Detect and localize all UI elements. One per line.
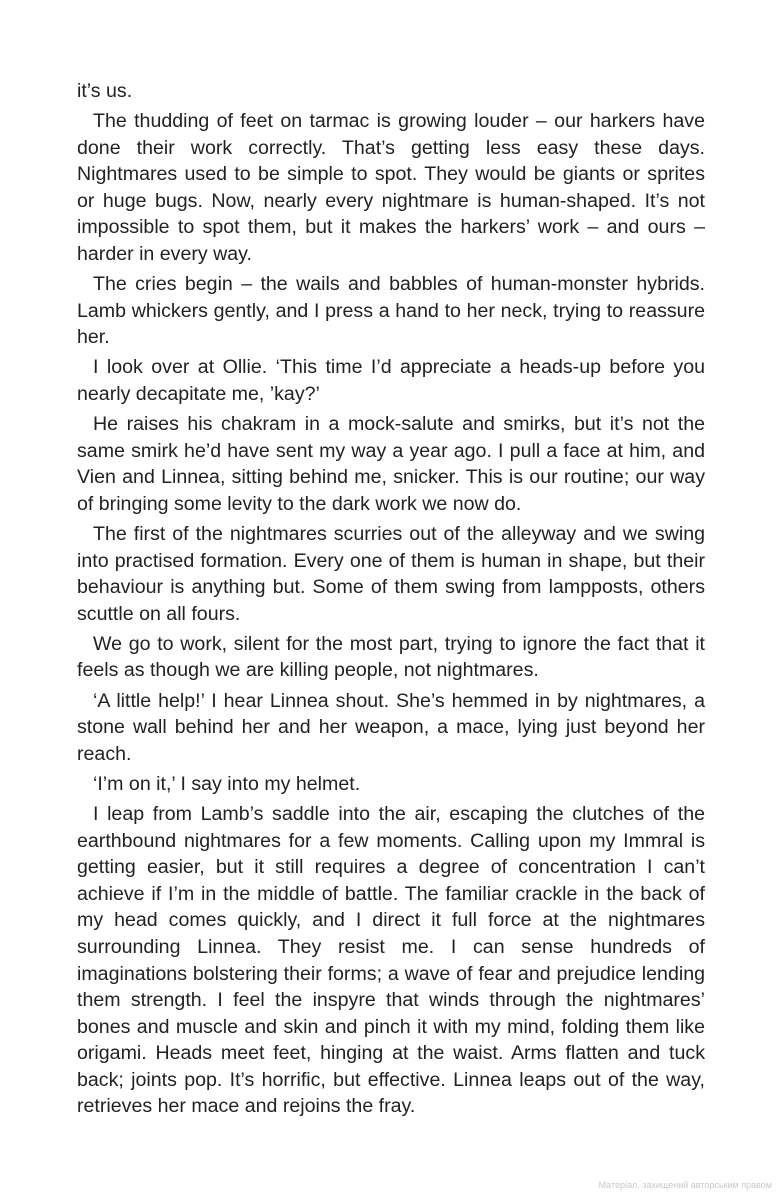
book-page-text bbox=[77, 78, 705, 1124]
paragraph: I leap from Lamb’s saddle into the air, escaping the clutches of the earthbound nightmares for a few moments. Calling upon my Immral is getting easier, but it still requires a degree of concentration I can’t achieve if I’m in the middle of battle. The familiar crackle in the back of my head comes quickly, and I direct it full force at the nightmares surrounding Linnea. They resist me. I can sense hundreds of imaginations bolstering their forms; a wave of fear and prejudice lending them strength. I feel the inspyre that winds through the nightmares’ bones and muscle and skin and pinch it with my mind, folding them like origami. Heads meet feet, hinging at the waist. Arms flatten and tuck back; joints pop. It’s horrific, but effective. Linnea leaps out of the way, retrieves her mace and rejoins the fray. bbox=[77, 802, 705, 1118]
paragraph: I look over at Ollie. ‘This time I’d appreciate a heads-up before you nearly decapitate me, ’kay?’ bbox=[77, 356, 705, 406]
paragraph-continuation: it’s us. bbox=[77, 80, 133, 102]
paragraph: The cries begin – the wails and babbles of human-monster hybrids. Lamb whickers gently, and I press a hand to her neck, trying to reassure her. bbox=[77, 273, 705, 349]
paragraph: We go to work, silent for the most part, trying to ignore the fact that it feels as though we are killing people, not nightmares. bbox=[77, 632, 705, 682]
copyright-watermark: Матеріал, захищений авторським правом bbox=[598, 1180, 772, 1190]
paragraph: The first of the nightmares scurries out of the alleyway and we swing into practised formation. Every one of them is human in shape, but their behaviour is anything but. Some of them swing from lampposts, others scuttle on all fours. bbox=[77, 523, 705, 625]
paragraph: He raises his chakram in a mock-salute and smirks, but it’s not the same smirk he’d have sent my way a year ago. I pull a face at him, and Vien and Linnea, sitting behind me, snicker. This is our routine; our way of bringing some levity to the dark work we now do. bbox=[77, 413, 705, 515]
paragraph: The thudding of feet on tarmac is growing louder – our harkers have done their work correctly. That’s getting less easy these days. Nightmares used to be simple to spot. They would be giants or sprites or huge bugs. Now, nearly every nightmare is human-shaped. It’s not impossible to spot them, but it makes the harkers’ work – and ours – harder in every way. bbox=[77, 110, 705, 266]
paragraph: ‘A little help!’ I hear Linnea shout. She’s hemmed in by nightmares, a stone wall behind her and her weapon, a mace, lying just beyond her reach. bbox=[77, 689, 705, 765]
paragraph: ‘I’m on it,’ I say into my helmet. bbox=[93, 772, 361, 795]
